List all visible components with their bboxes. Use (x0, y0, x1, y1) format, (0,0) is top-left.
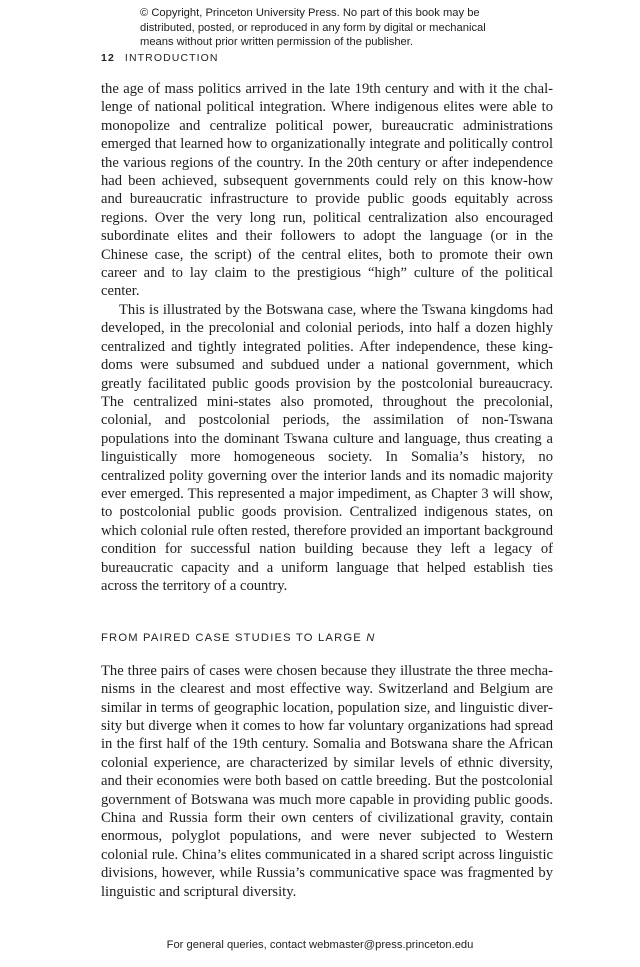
running-title: INTRODUCTION (124, 52, 219, 64)
copyright-line: means without prior written permission of the publisher. (140, 36, 413, 48)
page-number: 12 (101, 52, 115, 64)
paragraph-case-pairs: The three pairs of cases were chosen because they illustrate the three mechanisms in the clearest and most effective way. Switzerland and Belgium are similar in terms of geographic location, population size, and linguistic diversity but diverge when it comes to how far voluntary organizations had spread in the first half of the 19th century. Somalia and Botswana share the African colonial experience, are characterized by similar levels of ethnic diversity, and their economies were both based on cattle breeding. But the postcolonial government of Botswana was much more capable in providing public goods. China and Russia form their own centers of civilizational gravity, contain enormous, polyglot populations, and were never subjected to Western colonial rule. China’s elites communicated in a shared script across linguistic divisions, however, while Russia’s communicative space was fragmented by linguistic and scriptural diversity. (101, 662, 553, 900)
footer-contact: For general queries, contact webmaster@press.princeton.edu (166, 939, 474, 951)
body-text (101, 80, 553, 901)
paragraph-botswana: This is illustrated by the Botswana case, where the Tswana kingdoms had developed, in the precolonial and colonial periods, into half a dozen highly centralized and tightly integrated polities. After independence, these kingdoms were subsumed and subdued under a national government, which greatly facilitated public goods provision by the postcolonial bureaucracy. The centralized mini-states also promoted, throughout the precolonial, colonial, and postcolonial periods, the assimilation of non-Tswana populations into the dominant Tswana culture and language, thus creating a linguistically more homogeneous society. In Somalia’s history, no centralized polity governing over the interior lands and its nomadic majority ever emerged. This represented a major impediment, as Chapter 3 will show, to postcolonial public goods provision. Centralized indigenous states, on which colonial rule often rested, therefore provided an important background condition for successful nation building because they left a legacy of bureaucratic capacity and a uniform language that helped establish ties across the territory of a country. (101, 301, 553, 594)
section-heading-italic: N (366, 632, 376, 645)
paragraph-continued: the age of mass politics arrived in the late 19th century and with it the challenge of national political integration. Where indigenous elites were able to monopolize and centralize political power, bureaucratic administrations emerged that learned how to organizationally integrate and politically control the various regions of the country. In the 20th century or after independence had been achieved, subsequent governments could rely on this know-how and bureaucratic infrastructure to provide public goods equitably across regions. Over the very long run, political centralization also encouraged subordinate elites and their followers to adopt the language (or in the Chinese case, the script) of the central elites, both to promote their own career and to lay claim to the prestigious “high” culture of the political center. (101, 81, 553, 300)
copyright-notice (140, 6, 540, 50)
copyright-line: © Copyright, Princeton University Press. No part of this book may be (140, 7, 480, 19)
section-heading (101, 629, 553, 647)
running-head (101, 52, 219, 64)
section-heading-text: FROM PAIRED CASE STUDIES TO LARGE (101, 632, 367, 645)
copyright-line: distributed, posted, or reproduced in any form by digital or mechanical (140, 21, 486, 34)
